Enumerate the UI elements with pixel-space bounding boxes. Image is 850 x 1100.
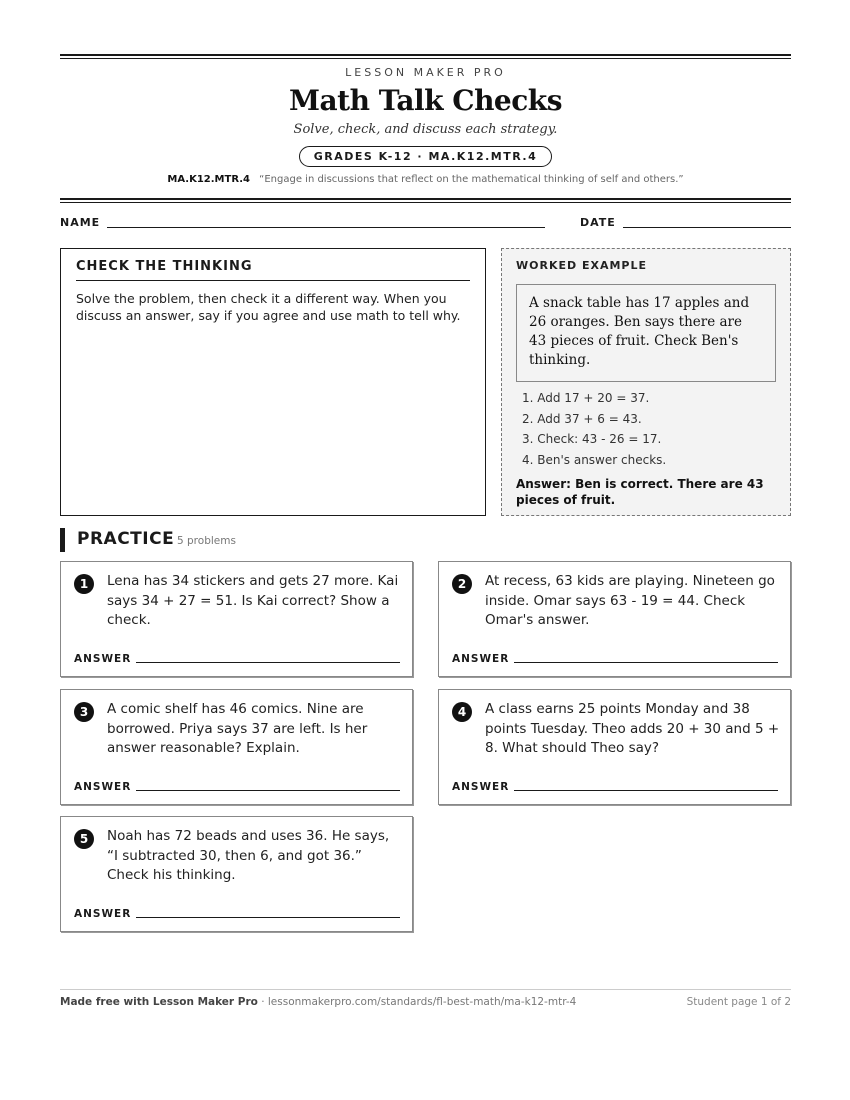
problem-card-1 [60, 561, 413, 677]
brand-name: LESSON MAKER PRO [345, 66, 506, 79]
worked-example-answer: Answer: Ben is correct. There are 43 pieces of fruit. [516, 477, 764, 507]
answer-label: ANSWER [74, 653, 132, 665]
top-divider [60, 54, 791, 59]
answer-label: ANSWER [452, 781, 510, 793]
page-title: Math Talk Checks [289, 84, 562, 117]
worked-example-problem: A snack table has 17 apples and 26 oranges. Ben says there are 43 pieces of fruit. Check Ben's thinking. [516, 284, 776, 382]
example-step: 4. Ben's answer checks. [522, 452, 667, 467]
practice-accent-bar [60, 528, 65, 552]
answer-field[interactable] [514, 790, 778, 791]
problem-text: Noah has 72 beads and uses 36. He says, “I subtracted 30, then 6, and got 36.” Check his thinking. [107, 828, 390, 883]
practice-count: 5 problems [177, 535, 236, 547]
problem-number: 4 [452, 702, 472, 722]
page-subtitle: Solve, check, and discuss each strategy. [293, 122, 558, 137]
answer-label: ANSWER [74, 908, 132, 920]
problem-number: 1 [74, 574, 94, 594]
problem-number: 3 [74, 702, 94, 722]
name-date-row [60, 216, 791, 232]
name-field[interactable] [107, 227, 545, 228]
standard-code: MA.K12.MTR.4 [167, 174, 250, 185]
footer-divider [60, 989, 791, 990]
footer-credit [60, 996, 576, 1008]
header-divider [60, 198, 791, 203]
problem-card-4 [438, 689, 791, 805]
problem-number: 5 [74, 829, 94, 849]
standard-line [60, 174, 791, 185]
problem-text: A class earns 25 points Monday and 38 points Tuesday. Theo adds 20 + 30 and 5 + 8. What should Theo say? [485, 701, 780, 756]
footer-page-number: Student page 1 of 2 [686, 996, 791, 1008]
problem-card-5 [60, 816, 413, 932]
date-field[interactable] [623, 227, 791, 228]
answer-field[interactable] [136, 790, 400, 791]
answer-label: ANSWER [74, 781, 132, 793]
example-step: 2. Add 37 + 6 = 43. [522, 411, 642, 426]
problem-text: At recess, 63 kids are playing. Nineteen go inside. Omar says 63 - 19 = 44. Check Omar's answer. [485, 573, 775, 628]
problem-text: A comic shelf has 46 comics. Nine are borrowed. Priya says 37 are left. Is her answer reasonable? Explain. [107, 701, 368, 756]
grade-badge: GRADES K-12 · MA.K12.MTR.4 [299, 146, 553, 167]
worked-example-title: WORKED EXAMPLE [516, 259, 647, 272]
answer-label: ANSWER [452, 653, 510, 665]
name-label: NAME [60, 216, 101, 229]
footer-url[interactable]: · lessonmakerpro.com/standards/fl-best-math/ma-k12-mtr-4 [257, 996, 577, 1008]
practice-label: PRACTICE [77, 529, 175, 549]
answer-field[interactable] [136, 917, 400, 918]
answer-field[interactable] [514, 662, 778, 663]
date-label: DATE [580, 216, 616, 229]
problem-number: 2 [452, 574, 472, 594]
standard-quote: “Engage in discussions that reflect on the mathematical thinking of self and others.” [259, 174, 684, 185]
worked-example-panel [501, 248, 791, 516]
problem-card-3 [60, 689, 413, 805]
answer-field[interactable] [136, 662, 400, 663]
footer-made-with: Made free with Lesson Maker Pro [60, 996, 258, 1008]
problem-text: Lena has 34 stickers and gets 27 more. Kai says 34 + 27 = 51. Is Kai correct? Show a check. [107, 573, 399, 628]
check-thinking-title: CHECK THE THINKING [76, 259, 470, 281]
example-step: 1. Add 17 + 20 = 37. [522, 391, 650, 405]
check-thinking-panel [60, 248, 486, 516]
check-thinking-body: Solve the problem, then check it a different way. When you discuss an answer, say if you agree and use math to tell why. [76, 291, 461, 323]
problem-card-2 [438, 561, 791, 677]
example-step: 3. Check: 43 - 26 = 17. [522, 432, 662, 446]
worksheet-page [60, 0, 791, 1100]
worked-example-steps [516, 388, 776, 470]
